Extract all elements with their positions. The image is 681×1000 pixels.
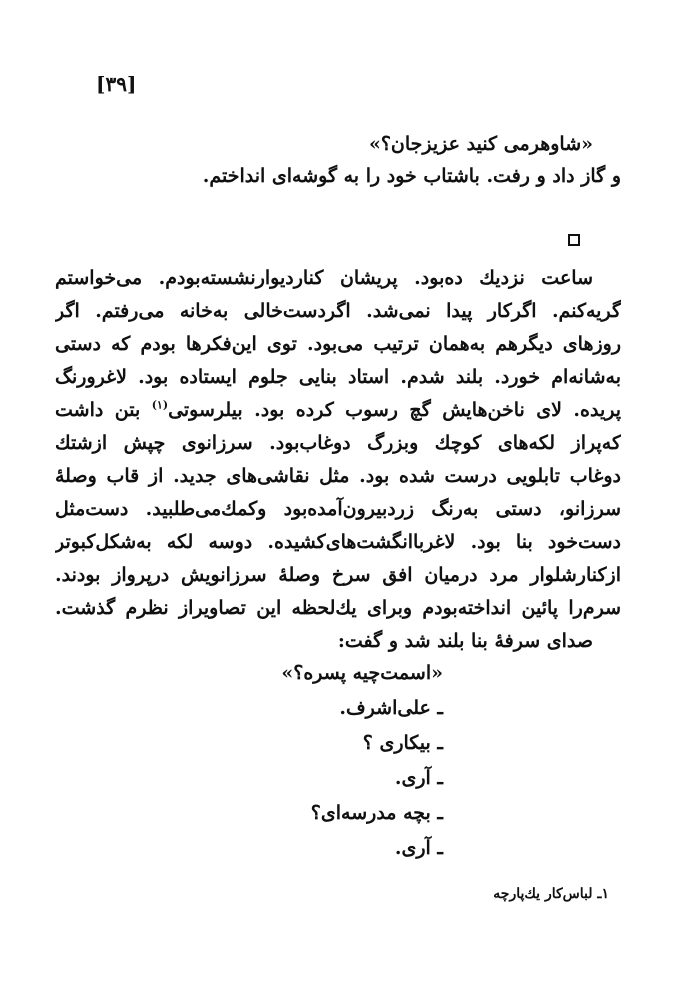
dialogue-line: ـ آری. — [394, 837, 443, 859]
page-number: [۳۹] — [96, 72, 137, 96]
text-line: دست‌خود بنا بود. لاغربا‌انگشت‌های‌کشیده. دوسه لکه به‌شکل‌کبوتر — [55, 531, 621, 553]
text-line: «شاوهرمی کنید عزیزجان؟» — [368, 133, 593, 155]
main-paragraph — [55, 262, 621, 658]
text-line: سرزانو، دستی به‌رنگ زردبیرون‌آمده‌بود وکمك‌می‌طلبید. دست‌مثل — [55, 498, 621, 520]
text-line: گریه‌کنم. اگرکار پیدا نمی‌شد. اگردست‌خالی به‌خانه می‌رفتم. اگر — [55, 300, 621, 322]
text-segment: پریده. لای ناخن‌هایش گچ رسوب کرده بود. بیلرسوتی — [168, 399, 621, 421]
text-line: و گاز داد و رفت. باشتاب خود را به گوشه‌ای انداختم. — [202, 165, 621, 187]
text-line: صدای سرفهٔ بنا بلند شد و گفت: — [337, 630, 593, 652]
text-line: که‌پراز لکه‌های کوچك وبزرگ دوغاب‌بود. سرزانوی چپش ازشتك — [55, 432, 621, 454]
footnote-marker: (۱) — [151, 398, 169, 412]
text-line: سرم‌را پائین انداخته‌بودم وبرای یك‌لحظه این تصاویراز نظرم گذشت. — [55, 597, 621, 619]
text-line-with-footnote — [55, 394, 621, 427]
text-line: روزهای دیگرهم به‌همان ترتیب می‌بود. توی این‌فکرها بودم که دستی — [55, 333, 621, 355]
footnote: ۱ـ لباس‌کار یك‌پارچه — [493, 886, 609, 902]
text-line: به‌شانه‌ام خورد. بلند شدم. استاد بنایی جلوم ایستاده بود. لاغرورنگ — [55, 366, 621, 388]
dialogue-line: «اسمت‌چیه پسره؟» — [281, 662, 443, 684]
section-break-square-icon — [568, 234, 580, 246]
text-line: ساعت نزدیك ده‌بود. پریشان کناردیوارنشسته‌بودم. می‌خواستم — [55, 267, 593, 289]
dialogue-line: ـ آری. — [394, 767, 443, 789]
dialogue-line: ـ علی‌اشرف. — [339, 697, 443, 719]
text-line: دوغاب تابلویی درست شده بود. مثل نقاشی‌های جدید. از قاب وصلهٔ — [55, 465, 621, 487]
text-line: ازکنارشلوار مرد درمیان افق سرخ وصلهٔ سرزانویش درپرواز بودند. — [55, 564, 621, 586]
dialogue-line: ـ بچه مدرسه‌ای؟ — [310, 802, 443, 824]
text-segment: بتن داشت — [55, 399, 152, 421]
dialogue-block — [101, 656, 621, 866]
dialogue-line: ـ بیکاری ؟ — [362, 732, 443, 754]
opening-dialogue — [101, 128, 621, 192]
